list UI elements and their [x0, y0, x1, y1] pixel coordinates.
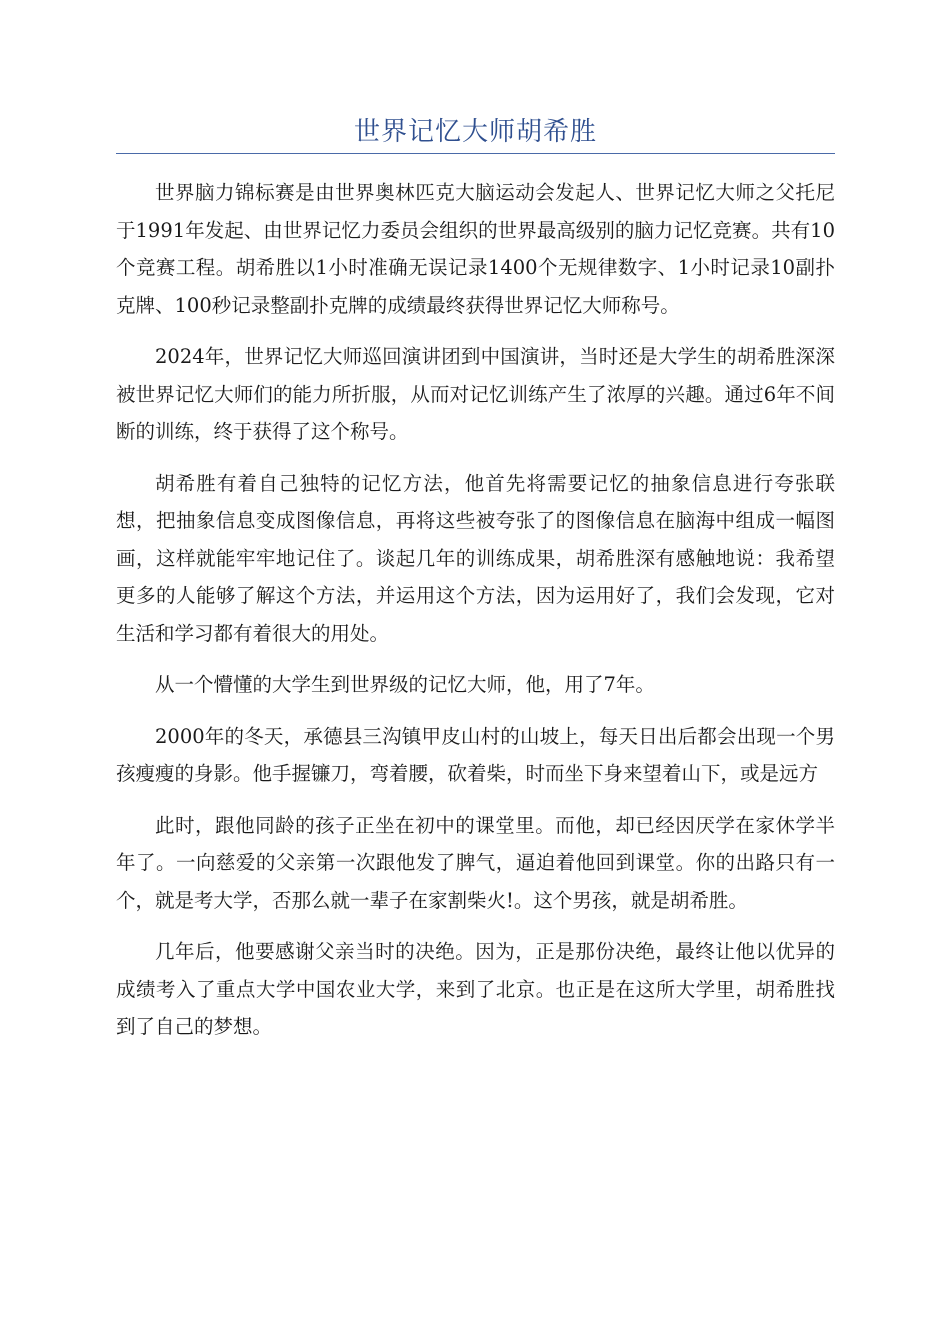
article-body	[116, 174, 835, 1060]
paragraph-5: 2000年的冬天，承德县三沟镇甲皮山村的山坡上，每天日出后都会出现一个男孩瘦瘦的身影。他手握镰刀，弯着腰，砍着柴，时而坐下身来望着山下，或是远方	[116, 724, 835, 785]
paragraph-6: 此时，跟他同龄的孩子正坐在初中的课堂里。而他，却已经因厌学在家休学半年了。一向慈爱的父亲第一次跟他发了脾气，逼迫着他回到课堂。你的出路只有一个，就是考大学，否那么就一辈子在家割柴火!。这个男孩，就是胡希胜。	[116, 813, 835, 912]
paragraph-4: 从一个懵懂的大学生到世界级的记忆大师，他，用了7年。	[155, 673, 655, 696]
paragraph-2: 2024年，世界记忆大师巡回演讲团到中国演讲，当时还是大学生的胡希胜深深被世界记忆大师们的能力所折服，从而对记忆训练产生了浓厚的兴趣。通过6年不间断的训练，终于获得了这个称号。	[116, 345, 835, 443]
title-underline	[116, 153, 835, 154]
paragraph-3: 胡希胜有着自己独特的记忆方法，他首先将需要记忆的抽象信息进行夸张联想，把抽象信息变成图像信息，再将这些被夸张了的图像信息在脑海中组成一幅图画，这样就能牢牢地记住了。谈起几年的训练成果，胡希胜深有感触地说：我希望更多的人能够了解这个方法，并运用这个方法，因为运用好了，我们会发现，它对生活和学习都有着很大的用处。	[116, 471, 835, 645]
paragraph-7: 几年后，他要感谢父亲当时的决绝。因为，正是那份决绝，最终让他以优异的成绩考入了重点大学中国农业大学，来到了北京。也正是在这所大学里，胡希胜找到了自己的梦想。	[116, 940, 835, 1038]
paragraph-1: 世界脑力锦标赛是由世界奥林匹克大脑运动会发起人、世界记忆大师之父托尼于1991年发起、由世界记忆力委员会组织的世界最高级别的脑力记忆竞赛。共有10个竞赛工程。胡希胜以1小时准确无误记录1400个无规律数字、1小时记录10副扑克牌、100秒记录整副扑克牌的成绩最终获得世界记忆大师称号。	[116, 181, 835, 317]
page-title: 世界记忆大师胡希胜	[353, 117, 597, 147]
